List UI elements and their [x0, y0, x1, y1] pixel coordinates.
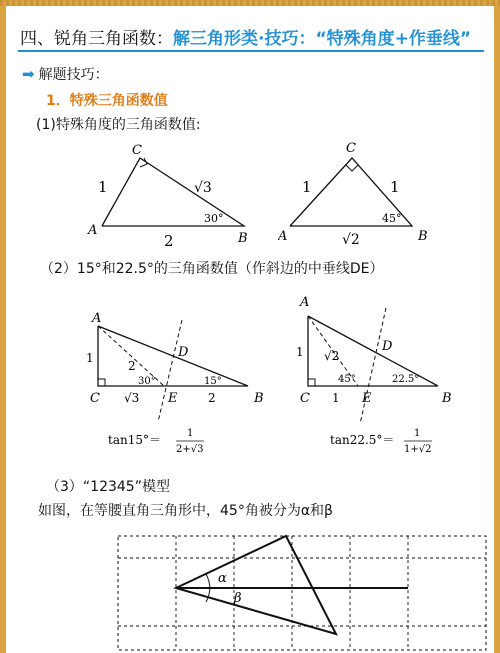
figure-30-triangle — [80, 134, 260, 246]
fig2-side-ab: √2 — [342, 232, 360, 246]
fig4-formula-lhs: tan22.5°＝ — [330, 433, 395, 447]
paragraph-special-angles: (1)特殊角度的三角函数值: — [36, 117, 201, 133]
fig1-angle: 30° — [204, 212, 224, 225]
section-heading — [22, 64, 109, 84]
fig3-side-eb: 2 — [208, 391, 216, 405]
fig4-label-b: B — [442, 391, 452, 406]
fig3-angle30: 30° — [138, 376, 156, 387]
fig2-side-cb: 1 — [390, 178, 400, 196]
fig3-formula-den: 2+√3 — [176, 444, 204, 455]
subsection-heading: 1．特殊三角函数值 — [46, 93, 168, 109]
fig1-label-c: C — [132, 143, 142, 158]
document-page — [6, 6, 494, 653]
figure-45-triangle — [278, 134, 458, 246]
fig1-side-ac: 1 — [98, 178, 108, 196]
fig2-side-ac: 1 — [302, 178, 312, 196]
fig1-label-a: A — [88, 223, 98, 238]
fig4-formula-den: 1+√2 — [404, 444, 432, 455]
fig4-angle45: 45° — [338, 374, 356, 385]
fig4-side-ce: 1 — [332, 391, 340, 405]
title-underline — [18, 50, 484, 52]
fig3-label-a: A — [92, 311, 102, 326]
paragraph-15-22: （2）15°和22.5°的三角函数值（作斜边的中垂线DE） — [40, 261, 384, 277]
fig2-label-a: A — [278, 229, 288, 244]
fig2-label-c: C — [346, 141, 356, 156]
figure-22-5-degree — [288, 294, 488, 464]
fig4-label-c: C — [300, 391, 310, 406]
figure-15-degree — [80, 304, 280, 464]
fig2-label-b: B — [418, 229, 428, 244]
fig4-label-d: D — [382, 339, 393, 354]
fig3-label-e: E — [168, 391, 178, 406]
fig1-side-cb: √3 — [194, 180, 212, 196]
fig3-label-b: B — [254, 391, 264, 406]
fig4-side-ac: 1 — [296, 345, 304, 359]
fig3-label-d: D — [178, 345, 189, 360]
fig3-formula-num: 1 — [187, 428, 194, 439]
paragraph-12345-model: （3）“12345”模型 — [46, 479, 170, 495]
figure-12345-model — [110, 528, 494, 653]
fig4-formula-num: 1 — [414, 428, 421, 439]
fig3-label-c: C — [90, 391, 100, 406]
title-highlight: 解三角形类·技巧：“特殊角度+作垂线” — [173, 29, 472, 49]
fig5-alpha: α — [218, 571, 227, 586]
section-label: 解题技巧： — [38, 67, 109, 83]
page-title — [20, 24, 471, 49]
fig4-angle225: 22.5° — [392, 374, 420, 385]
fig3-side-ce: √3 — [124, 391, 140, 405]
fig3-side-ac: 1 — [86, 351, 94, 365]
fig3-formula-lhs: tan15°＝ — [108, 433, 161, 447]
paragraph-isosceles: 如图，在等腰直角三角形中，45°角被分为α和β — [38, 503, 333, 519]
fig4-side-ae: √2 — [324, 349, 340, 363]
fig4-label-e: E — [362, 391, 372, 406]
fig4-label-a: A — [300, 295, 310, 310]
fig5-beta: β — [234, 591, 242, 606]
fig3-angle15: 15° — [204, 376, 222, 387]
fig1-label-b: B — [238, 231, 248, 246]
fig3-side-ae: 2 — [128, 359, 136, 373]
fig1-side-ab: 2 — [164, 232, 174, 246]
fig2-angle: 45° — [382, 212, 402, 225]
arrow-right-icon: ➡ — [22, 65, 35, 83]
title-prefix: 四、锐角三角函数： — [20, 29, 173, 49]
